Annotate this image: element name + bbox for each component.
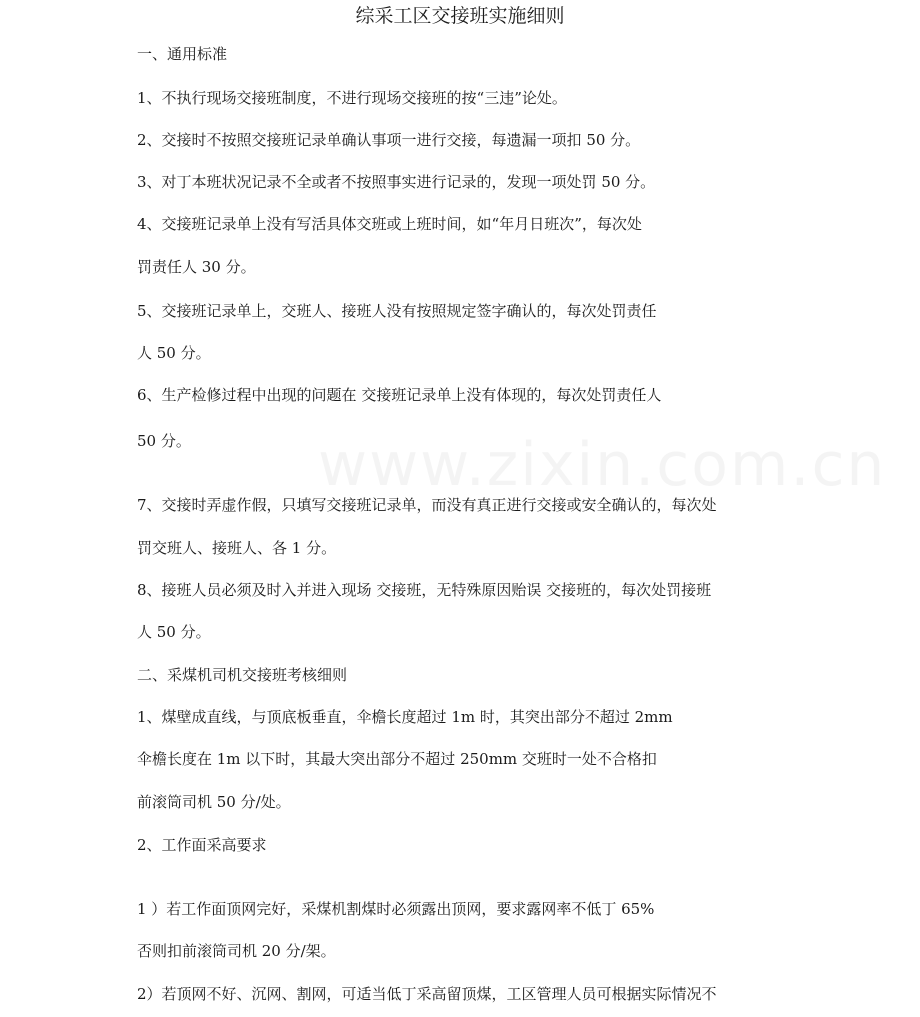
paragraph-line: 1、煤壁成直线，与顶底板垂直，伞檐长度超过 1m 时，其突出部分不超过 2mm	[137, 708, 673, 726]
paragraph-line: 罚交班人、接班人、各 1 分。	[137, 539, 337, 557]
paragraph-line: 2、工作面采高要求	[137, 836, 267, 854]
paragraph-line: 人 50 分。	[137, 623, 211, 641]
paragraph-line: 5、交接班记录单上，交班人、接班人没有按照规定签字确认的，每次处罚责任	[137, 302, 657, 320]
paragraph-line: 人 50 分。	[137, 344, 211, 362]
paragraph-line: 否则扣前滚筒司机 20 分/架。	[137, 942, 336, 960]
section-heading: 一、通用标准	[137, 45, 228, 63]
paragraph-line: 8、接班人员必须及时入并进入现场 交接班，无特殊原因贻误 交接班的，每次处罚接班	[137, 581, 712, 599]
paragraph-line: 1、不执行现场交接班制度，不进行现场交接班的按“三违”论处。	[137, 89, 567, 107]
paragraph-line: 3、对丁本班状况记录不全或者不按照事实进行记录的，发现一项处罚 50 分。	[137, 173, 656, 191]
paragraph-line: 4、交接班记录单上没有写活具体交班或上班时间，如“年月日班次”，每次处	[137, 215, 642, 233]
paragraph-line: 罚责任人 30 分。	[137, 258, 256, 276]
paragraph-line: 伞檐长度在 1m 以下时，其最大突出部分不超过 250mm 交班时一处不合格扣	[137, 750, 657, 768]
document-title: 综采工区交接班实施细则	[355, 5, 565, 27]
watermark: www.zixin.com.cn	[318, 430, 887, 500]
paragraph-line: 50 分。	[137, 432, 191, 450]
paragraph-line: 7、交接时弄虚作假，只填写交接班记录单，而没有真正进行交接或安全确认的，每次处	[137, 496, 717, 514]
section-heading: 二、采煤机司机交接班考核细则	[137, 666, 348, 684]
paragraph-line: 2、交接时不按照交接班记录单确认事项一进行交接，每遗漏一项扣 50 分。	[137, 131, 641, 149]
paragraph-line: 2）若顶网不好、沉网、割网，可适当低丁采高留顶煤，工区管理人员可根据实际情况不	[137, 985, 717, 1003]
paragraph-line: 前滚筒司机 50 分/处。	[137, 793, 291, 811]
paragraph-line: 6、生产检修过程中出现的问题在 交接班记录单上没有体现的，每次处罚责任人	[137, 386, 662, 404]
paragraph-line: 1 ）若工作面顶网完好，采煤机割煤时必须露出顶网，要求露网率不低丁 65%	[137, 900, 655, 918]
